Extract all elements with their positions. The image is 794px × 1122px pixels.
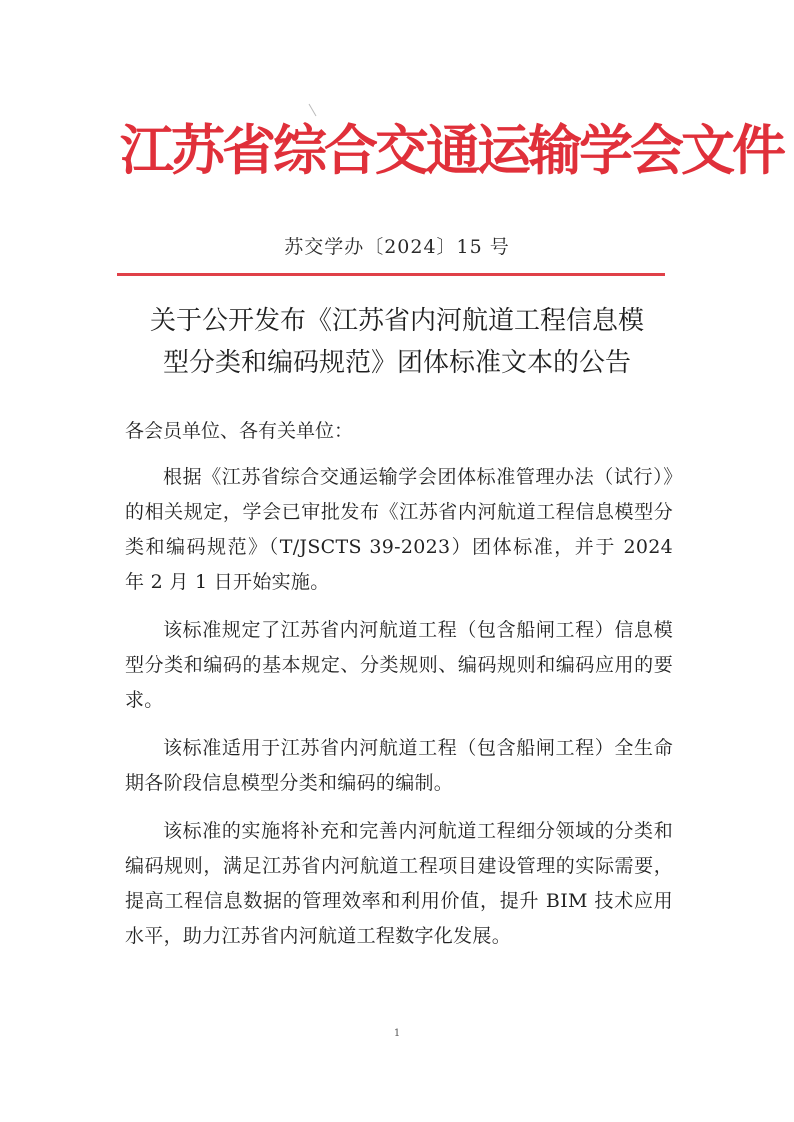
paragraph-2: 该标准规定了江苏省内河航道工程（包含船闸工程）信息模型分类和编码的基本规定、分类规则、编码规则和编码应用的要求。 <box>125 619 673 711</box>
issuer-header-title: 江苏省综合交通运输学会文件 <box>120 118 783 182</box>
paragraph-3: 该标准适用于江苏省内河航道工程（包含船闸工程）全生命期各阶段信息模型分类和编码的编制。 <box>125 737 673 794</box>
document-number: 苏交学办〔2024〕15 号 <box>284 236 510 258</box>
body-text <box>125 460 673 967</box>
notice-title-line-2: 型分类和编码规范》团体标准文本的公告 <box>162 348 631 378</box>
red-header-rule <box>117 273 665 276</box>
paragraph-4: 该标准的实施将补充和完善内河航道工程细分领域的分类和编码规则，满足江苏省内河航道工程项目建设管理的实际需要，提高工程信息数据的管理效率和利用价值，提升 BIM 技术应用水平，助力江苏省内河航道工程数字化发展。 <box>125 820 673 947</box>
paragraph-1: 根据《江苏省综合交通运输学会团体标准管理办法（试行）》的相关规定，学会已审批发布《江苏省内河航道工程信息模型分类和编码规范》（T/JSCTS 39-2023）团体标准，并于 2024 年 2 月 1 日开始实施。 <box>125 466 673 593</box>
page-number: 1 <box>393 1028 401 1039</box>
salutation: 各会员单位、各有关单位： <box>125 420 354 442</box>
notice-title-line-1: 关于公开发布《江苏省内河航道工程信息模 <box>149 306 644 336</box>
scan-artifact-mark <box>309 104 317 117</box>
notice-title <box>117 300 677 384</box>
